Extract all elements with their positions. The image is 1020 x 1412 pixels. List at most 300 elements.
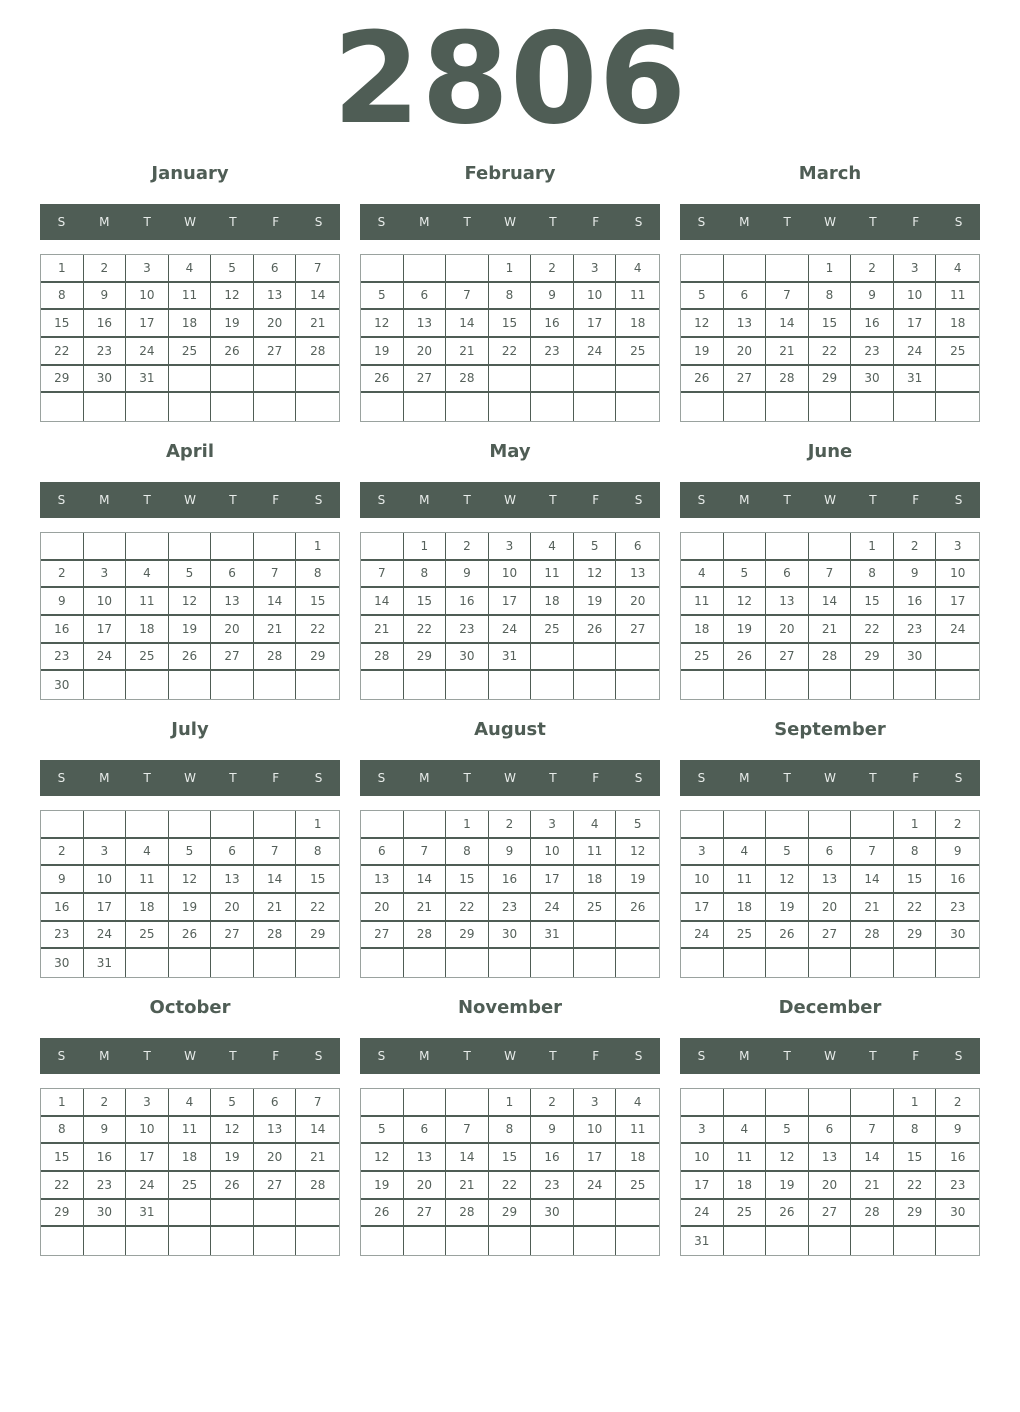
day-cell: 6 (254, 255, 297, 283)
day-cell: 8 (446, 839, 489, 867)
day-cell (296, 949, 339, 977)
day-cell: 8 (296, 839, 339, 867)
day-cell (489, 949, 532, 977)
day-cell: 3 (574, 1089, 617, 1117)
day-cell: 16 (531, 1144, 574, 1172)
day-cell: 29 (809, 366, 852, 394)
day-cell: 11 (169, 1117, 212, 1145)
day-cell (446, 1089, 489, 1117)
day-cell: 16 (41, 616, 84, 644)
month-title: September (774, 719, 886, 740)
day-cell: 14 (809, 588, 852, 616)
day-cell: 3 (531, 811, 574, 839)
day-cell (851, 811, 894, 839)
day-cell: 1 (489, 255, 532, 283)
day-cell: 18 (616, 1144, 659, 1172)
day-cell (809, 949, 852, 977)
weekday-label: T (229, 771, 237, 785)
day-cell: 19 (169, 894, 212, 922)
day-cell (936, 393, 979, 421)
day-cell: 27 (809, 1200, 852, 1228)
day-cell: 25 (724, 922, 767, 950)
day-cell: 3 (681, 839, 724, 867)
day-cell (681, 671, 724, 699)
day-cell: 3 (84, 561, 127, 589)
weekday-header-row (360, 1038, 660, 1074)
day-cell (489, 1227, 532, 1255)
weekday-label: M (99, 771, 110, 785)
day-cell: 5 (361, 283, 404, 311)
day-cell: 9 (851, 283, 894, 311)
weekday-header-row (360, 204, 660, 240)
day-cell: 12 (724, 588, 767, 616)
day-cell: 6 (809, 1117, 852, 1145)
day-cell (681, 811, 724, 839)
weekday-label: T (869, 1049, 877, 1063)
day-cell (404, 1227, 447, 1255)
day-cell: 17 (84, 616, 127, 644)
day-cell: 27 (254, 338, 297, 366)
day-cell (41, 811, 84, 839)
day-cell (936, 366, 979, 394)
day-cell: 26 (169, 922, 212, 950)
day-cell: 3 (84, 839, 127, 867)
day-cell (84, 1227, 127, 1255)
day-cell: 19 (361, 338, 404, 366)
day-cell: 20 (724, 338, 767, 366)
day-cell: 16 (936, 866, 979, 894)
weekday-header-row (40, 482, 340, 518)
day-cell: 1 (851, 533, 894, 561)
day-cell: 28 (446, 1200, 489, 1228)
day-cell: 11 (531, 561, 574, 589)
day-cell: 22 (894, 1172, 937, 1200)
day-cell: 20 (404, 338, 447, 366)
day-cell (681, 1089, 724, 1117)
day-cell: 17 (574, 1144, 617, 1172)
day-cell: 27 (724, 366, 767, 394)
weekday-label: S (954, 215, 963, 229)
day-cell (809, 671, 852, 699)
day-cell (809, 811, 852, 839)
day-cell: 22 (851, 616, 894, 644)
day-cell: 2 (936, 811, 979, 839)
day-cell: 23 (531, 1172, 574, 1200)
day-cell: 22 (894, 894, 937, 922)
day-cell: 11 (616, 283, 659, 311)
day-cell (169, 393, 212, 421)
day-cell (894, 393, 937, 421)
day-cell (404, 255, 447, 283)
day-cell (126, 393, 169, 421)
year-title: 2806 (332, 5, 688, 152)
day-cell: 2 (851, 255, 894, 283)
day-cell: 17 (681, 894, 724, 922)
day-cell: 15 (446, 866, 489, 894)
day-cell (169, 366, 212, 394)
day-cell: 17 (936, 588, 979, 616)
day-cell (361, 393, 404, 421)
day-cell (616, 366, 659, 394)
weekday-label: M (419, 771, 430, 785)
day-cell: 19 (169, 616, 212, 644)
day-cell: 30 (41, 671, 84, 699)
day-cell: 25 (724, 1200, 767, 1228)
day-cell: 7 (446, 283, 489, 311)
day-cell: 30 (894, 644, 937, 672)
day-cell: 21 (254, 616, 297, 644)
day-cell: 13 (254, 283, 297, 311)
day-cell: 28 (851, 1200, 894, 1228)
day-cell: 11 (169, 283, 212, 311)
day-cell: 13 (724, 310, 767, 338)
day-cell: 19 (681, 338, 724, 366)
day-cell: 24 (126, 338, 169, 366)
day-cell: 27 (211, 922, 254, 950)
day-cell: 17 (126, 310, 169, 338)
day-cell: 2 (84, 1089, 127, 1117)
day-cell: 7 (446, 1117, 489, 1145)
day-cell: 27 (404, 366, 447, 394)
weekday-label: F (272, 1049, 280, 1063)
day-cell (574, 922, 617, 950)
weekday-label: W (504, 1049, 516, 1063)
weekday-header-row (680, 760, 980, 796)
day-cell: 30 (851, 366, 894, 394)
day-cell (169, 1200, 212, 1228)
day-cell: 1 (446, 811, 489, 839)
day-cell: 14 (254, 588, 297, 616)
day-cell: 8 (41, 283, 84, 311)
day-cell: 14 (254, 866, 297, 894)
day-cell: 17 (894, 310, 937, 338)
day-cell: 16 (41, 894, 84, 922)
day-cell (361, 255, 404, 283)
day-cell (404, 671, 447, 699)
day-cell: 15 (41, 310, 84, 338)
weekday-label: S (57, 493, 66, 507)
day-cell: 21 (851, 1172, 894, 1200)
day-cell: 14 (851, 1144, 894, 1172)
weekday-label: S (57, 215, 66, 229)
day-cell: 15 (851, 588, 894, 616)
weekday-label: T (549, 1049, 557, 1063)
day-cell (616, 922, 659, 950)
day-cell: 19 (211, 310, 254, 338)
day-cell: 27 (809, 922, 852, 950)
day-cell: 22 (404, 616, 447, 644)
day-cell (211, 366, 254, 394)
day-cell: 24 (84, 644, 127, 672)
day-cell (724, 1227, 767, 1255)
day-cell: 22 (296, 616, 339, 644)
day-cell: 15 (296, 588, 339, 616)
day-cell: 25 (574, 894, 617, 922)
day-cell: 18 (724, 1172, 767, 1200)
day-cell: 5 (169, 561, 212, 589)
day-cell: 10 (894, 283, 937, 311)
weekday-label: S (697, 215, 706, 229)
day-cell (446, 949, 489, 977)
day-cell (574, 1227, 617, 1255)
weekday-label: F (592, 771, 600, 785)
day-cell: 24 (936, 616, 979, 644)
day-cell: 29 (41, 366, 84, 394)
weekday-header-row (40, 760, 340, 796)
day-cell (681, 949, 724, 977)
day-cell: 11 (616, 1117, 659, 1145)
day-cell (446, 255, 489, 283)
day-cell (936, 671, 979, 699)
day-cell: 25 (169, 1172, 212, 1200)
day-cell: 29 (296, 922, 339, 950)
day-cell: 14 (851, 866, 894, 894)
day-cell: 11 (574, 839, 617, 867)
day-cell: 11 (724, 1144, 767, 1172)
weekday-header-row (40, 1038, 340, 1074)
day-cell (531, 393, 574, 421)
day-cell: 13 (254, 1117, 297, 1145)
day-cell: 24 (681, 922, 724, 950)
day-cell: 7 (809, 561, 852, 589)
weekday-label: S (377, 1049, 386, 1063)
day-cell: 11 (126, 588, 169, 616)
day-cell: 2 (446, 533, 489, 561)
day-cell: 3 (489, 533, 532, 561)
day-cell (361, 811, 404, 839)
weekday-label: S (377, 215, 386, 229)
day-grid (680, 810, 980, 978)
weekday-label: F (272, 215, 280, 229)
day-cell: 14 (296, 283, 339, 311)
day-cell: 3 (574, 255, 617, 283)
day-cell: 21 (296, 310, 339, 338)
day-cell: 11 (936, 283, 979, 311)
weekday-header-row (360, 482, 660, 518)
day-cell (296, 366, 339, 394)
day-cell (296, 393, 339, 421)
day-cell: 26 (574, 616, 617, 644)
day-cell: 12 (361, 1144, 404, 1172)
day-cell (446, 393, 489, 421)
day-cell: 28 (404, 922, 447, 950)
weekday-label: F (272, 493, 280, 507)
day-cell: 1 (894, 1089, 937, 1117)
day-cell: 1 (489, 1089, 532, 1117)
day-cell: 15 (296, 866, 339, 894)
day-cell (724, 671, 767, 699)
day-cell (531, 671, 574, 699)
weekday-label: T (463, 215, 471, 229)
day-cell (766, 1089, 809, 1117)
day-cell: 8 (809, 283, 852, 311)
day-cell (531, 949, 574, 977)
day-cell: 26 (361, 366, 404, 394)
day-cell: 30 (531, 1200, 574, 1228)
day-cell: 26 (724, 644, 767, 672)
day-cell (574, 393, 617, 421)
day-cell: 21 (254, 894, 297, 922)
day-cell (361, 1089, 404, 1117)
day-cell: 2 (41, 561, 84, 589)
day-cell: 21 (404, 894, 447, 922)
day-cell: 4 (681, 561, 724, 589)
day-cell: 22 (41, 338, 84, 366)
weekday-label: S (314, 215, 323, 229)
day-cell: 26 (766, 1200, 809, 1228)
day-cell: 23 (851, 338, 894, 366)
day-cell (681, 255, 724, 283)
weekday-label: S (314, 493, 323, 507)
day-cell: 2 (894, 533, 937, 561)
weekday-label: T (869, 493, 877, 507)
month-title: November (457, 997, 563, 1018)
day-cell (936, 644, 979, 672)
month-title: June (807, 441, 853, 462)
weekday-label: T (549, 215, 557, 229)
weekday-label: T (229, 215, 237, 229)
day-cell: 22 (489, 1172, 532, 1200)
day-cell (254, 533, 297, 561)
day-cell: 8 (851, 561, 894, 589)
day-cell: 19 (766, 1172, 809, 1200)
weekday-label: T (229, 1049, 237, 1063)
day-cell: 28 (446, 366, 489, 394)
day-cell: 20 (254, 1144, 297, 1172)
weekday-header-row (40, 204, 340, 240)
day-cell: 13 (211, 588, 254, 616)
weekday-label: F (592, 1049, 600, 1063)
day-cell: 5 (616, 811, 659, 839)
day-cell: 14 (446, 310, 489, 338)
day-cell: 3 (936, 533, 979, 561)
weekday-label: M (99, 493, 110, 507)
day-cell: 21 (851, 894, 894, 922)
day-cell (296, 671, 339, 699)
weekday-label: M (739, 493, 750, 507)
day-cell: 22 (809, 338, 852, 366)
day-cell (936, 1227, 979, 1255)
day-cell: 12 (766, 1144, 809, 1172)
day-cell: 12 (211, 283, 254, 311)
day-cell (361, 671, 404, 699)
day-cell: 27 (766, 644, 809, 672)
day-cell: 12 (169, 588, 212, 616)
day-cell (724, 393, 767, 421)
day-cell (361, 1227, 404, 1255)
day-cell: 1 (404, 533, 447, 561)
weekday-label: M (739, 771, 750, 785)
day-cell: 1 (41, 1089, 84, 1117)
day-cell: 19 (766, 894, 809, 922)
day-cell (404, 1089, 447, 1117)
day-cell: 2 (531, 255, 574, 283)
day-cell (489, 366, 532, 394)
weekday-label: S (634, 215, 643, 229)
day-cell (126, 949, 169, 977)
weekday-label: F (912, 493, 920, 507)
day-cell: 24 (574, 338, 617, 366)
day-cell: 5 (169, 839, 212, 867)
day-cell: 10 (574, 283, 617, 311)
weekday-label: S (634, 1049, 643, 1063)
weekday-label: T (783, 771, 791, 785)
day-grid (360, 254, 660, 422)
day-cell: 28 (254, 644, 297, 672)
day-cell: 6 (211, 561, 254, 589)
day-cell (531, 366, 574, 394)
day-cell: 20 (404, 1172, 447, 1200)
weekday-label: M (739, 1049, 750, 1063)
day-cell: 12 (361, 310, 404, 338)
weekday-label: S (57, 771, 66, 785)
day-cell: 25 (126, 922, 169, 950)
day-cell: 26 (361, 1200, 404, 1228)
day-cell: 1 (894, 811, 937, 839)
day-cell (766, 533, 809, 561)
day-cell: 30 (84, 366, 127, 394)
weekday-label: T (463, 493, 471, 507)
day-cell: 21 (296, 1144, 339, 1172)
day-cell: 26 (766, 922, 809, 950)
weekday-label: S (697, 493, 706, 507)
day-cell: 20 (809, 894, 852, 922)
day-cell: 16 (446, 588, 489, 616)
weekday-header-row (680, 482, 980, 518)
day-cell: 12 (616, 839, 659, 867)
weekday-label: T (229, 493, 237, 507)
day-cell (894, 671, 937, 699)
day-cell: 29 (851, 644, 894, 672)
day-cell: 15 (489, 1144, 532, 1172)
weekday-label: S (314, 1049, 323, 1063)
day-cell: 9 (936, 1117, 979, 1145)
day-cell: 25 (681, 644, 724, 672)
weekday-label: W (184, 1049, 196, 1063)
day-cell: 8 (894, 839, 937, 867)
month-title: March (798, 163, 862, 184)
day-cell (724, 949, 767, 977)
day-cell: 4 (126, 839, 169, 867)
day-cell: 20 (766, 616, 809, 644)
weekday-label: T (143, 493, 151, 507)
day-cell: 4 (126, 561, 169, 589)
day-cell: 3 (681, 1117, 724, 1145)
day-cell (724, 811, 767, 839)
weekday-header-row (360, 760, 660, 796)
day-cell: 10 (84, 866, 127, 894)
day-cell: 4 (724, 839, 767, 867)
day-cell: 7 (851, 1117, 894, 1145)
month-title: January (151, 163, 229, 184)
day-cell: 1 (41, 255, 84, 283)
day-cell (84, 671, 127, 699)
day-cell: 7 (254, 561, 297, 589)
day-cell: 28 (809, 644, 852, 672)
day-cell: 10 (574, 1117, 617, 1145)
day-cell: 16 (936, 1144, 979, 1172)
day-cell: 2 (489, 811, 532, 839)
day-cell: 23 (84, 1172, 127, 1200)
day-cell: 23 (41, 644, 84, 672)
day-cell: 23 (531, 338, 574, 366)
day-cell (809, 1089, 852, 1117)
day-cell: 27 (616, 616, 659, 644)
day-cell (296, 1200, 339, 1228)
day-cell (489, 671, 532, 699)
weekday-label: S (314, 771, 323, 785)
day-cell: 5 (574, 533, 617, 561)
